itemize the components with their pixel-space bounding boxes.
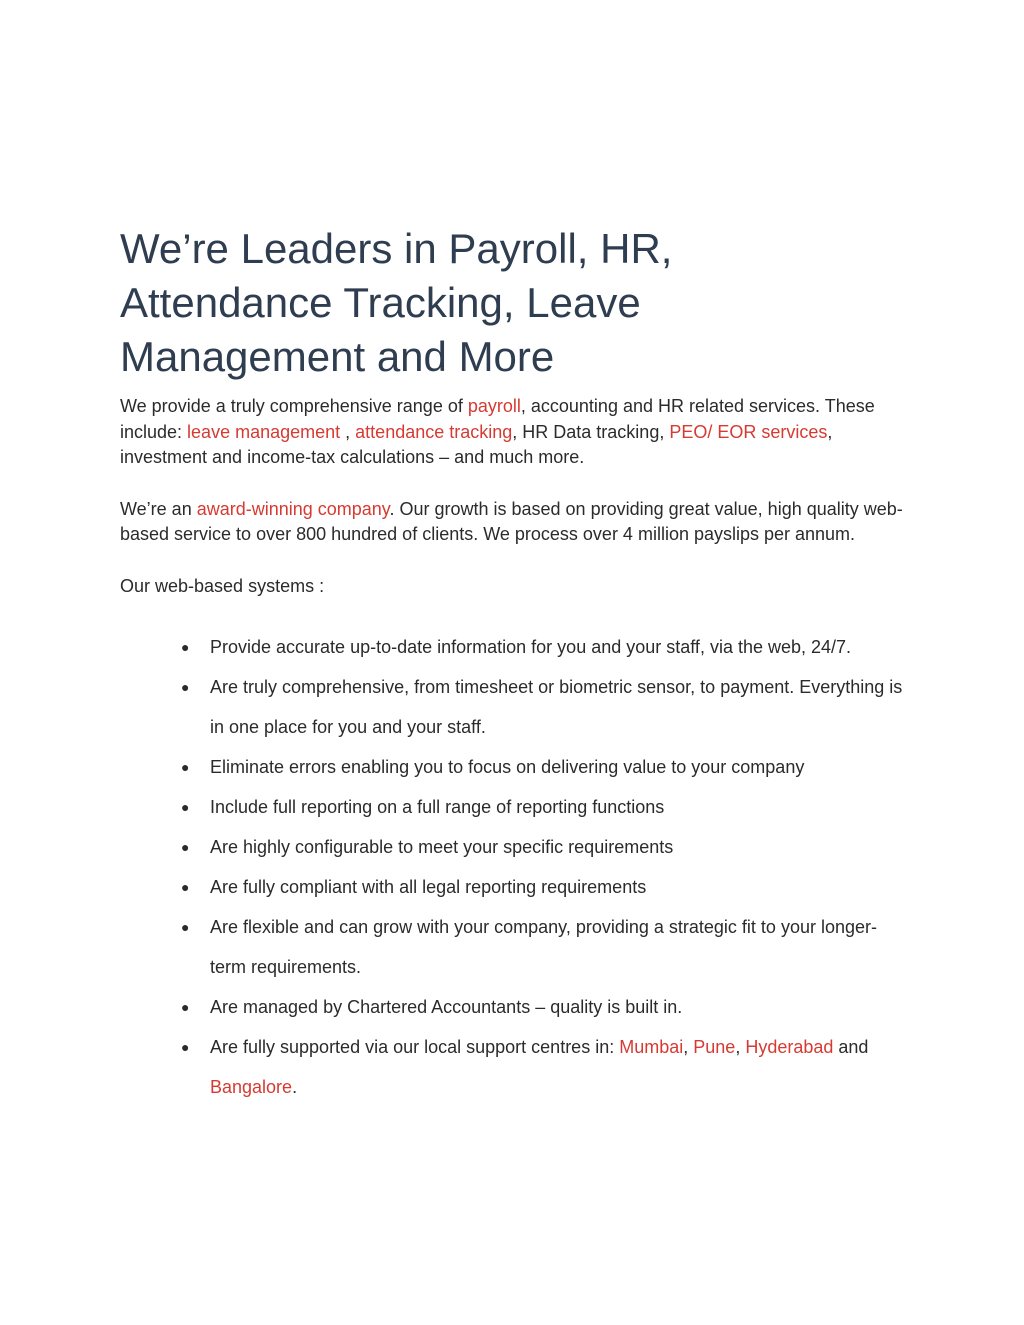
bullet-icon: ● <box>181 879 190 895</box>
bangalore-link[interactable]: Bangalore <box>210 1077 293 1097</box>
company-text-1: We’re an <box>120 498 197 519</box>
bullet-icon: ● <box>181 999 190 1015</box>
list-item <box>120 747 910 787</box>
award-winning-company-link[interactable]: award-winning company <box>196 498 390 519</box>
support-sep-1: , <box>683 1037 694 1057</box>
support-text-1: Are fully supported via our local support centres in: <box>210 1037 620 1057</box>
company-paragraph <box>120 497 910 548</box>
intro-text-3: , <box>340 421 356 442</box>
intro-text-1: We provide a truly comprehensive range of <box>120 396 468 416</box>
list-item <box>120 827 910 867</box>
payroll-link[interactable]: payroll <box>467 396 521 416</box>
support-text-2: and <box>833 1037 869 1057</box>
peo-eor-services-link[interactable]: PEO/ EOR services <box>669 421 828 442</box>
list-item-text: Are fully compliant with all legal reporting requirements <box>210 877 647 897</box>
leave-management-link[interactable]: leave management <box>187 421 341 442</box>
list-item <box>120 667 910 747</box>
list-item <box>120 907 910 987</box>
bullet-icon: ● <box>181 1039 190 1055</box>
intro-text-5: , investment and income-tax calculations – and much more. <box>120 421 833 467</box>
list-item <box>120 867 910 907</box>
systems-intro: Our web-based systems : <box>120 575 325 596</box>
company-text-2: . Our growth is based on providing great value, high quality web-based service to over 800 hundred of clients. We process over 4 million payslips per annum. <box>120 498 903 544</box>
list-item-text: Include full reporting on a full range of reporting functions <box>210 797 665 817</box>
bullet-icon: ● <box>181 679 190 695</box>
page-title: We’re Leaders in Payroll, HR, Attendance Tracking, Leave Management and More <box>120 225 673 380</box>
list-item-text: Eliminate errors enabling you to focus on delivering value to your company <box>210 757 805 777</box>
list-item <box>120 987 910 1027</box>
bullet-icon: ● <box>181 839 190 855</box>
hyderabad-link[interactable]: Hyderabad <box>745 1037 834 1057</box>
bullet-icon: ● <box>181 919 190 935</box>
mumbai-link[interactable]: Mumbai <box>619 1037 684 1057</box>
list-item-support-centres <box>120 1027 910 1107</box>
bullet-icon: ● <box>181 639 190 655</box>
list-item <box>120 787 910 827</box>
support-text-3: . <box>292 1077 298 1097</box>
list-item-text: Are truly comprehensive, from timesheet or biometric sensor, to payment. Everything is in one place for you and your staff. <box>210 677 903 737</box>
intro-text-4: , HR Data tracking, <box>512 421 670 442</box>
list-item-text: Provide accurate up-to-date information for you and your staff, via the web, 24/7. <box>210 637 852 657</box>
list-item-text: Are highly configurable to meet your specific requirements <box>210 837 674 857</box>
intro-paragraph <box>120 394 910 471</box>
support-sep-2: , <box>735 1037 746 1057</box>
pune-link[interactable]: Pune <box>693 1037 736 1057</box>
intro-text-2: , accounting and HR related services. These include: <box>120 396 875 442</box>
document-page <box>120 222 910 1107</box>
list-item <box>120 627 910 667</box>
attendance-tracking-link[interactable]: attendance tracking <box>355 421 513 442</box>
list-item-text: Are managed by Chartered Accountants – quality is built in. <box>210 997 683 1017</box>
features-list <box>120 627 910 1107</box>
list-item-text: Are flexible and can grow with your company, providing a strategic fit to your longer-term requirements. <box>210 917 877 977</box>
bullet-icon: ● <box>181 759 190 775</box>
bullet-icon: ● <box>181 799 190 815</box>
